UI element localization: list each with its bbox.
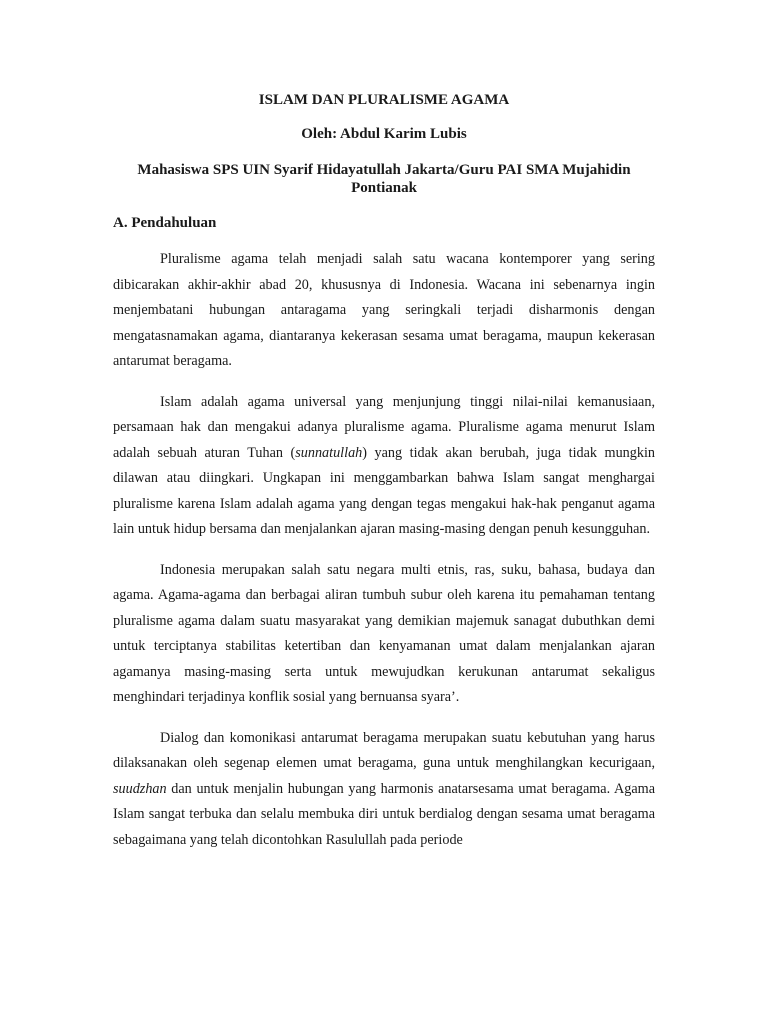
paragraph-2 xyxy=(113,390,655,543)
paragraph-4 xyxy=(113,726,655,854)
paragraph-2-italic-term: sunnatullah xyxy=(295,444,363,461)
paragraph-4-text-b: dan untuk menjalin hubungan yang harmonis anatarsesama umat beragama. Agama Islam sangat terbuka dan selalu membuka diri untuk berdialog dengan sesama umat beragama sebagaimana yang telah dicontohkan Rasulullah pada periode xyxy=(113,780,655,848)
paragraph-2-text-b: ) yang tidak akan berubah, juga tidak mungkin dilawan atau diingkari. Ungkapan ini menggambarkan bahwa Islam sangat menghargai pluralisme karena Islam adalah agama yang dengan tegas mengakui hak-hak penganut agama lain untuk hidup bersama dan menjalankan ajaran masing-masing dengan penuh kesungguhan. xyxy=(113,444,655,537)
section-heading: A. Pendahuluan xyxy=(113,215,217,231)
document-author: Oleh: Abdul Karim Lubis xyxy=(301,126,467,142)
author-affiliation: Mahasiswa SPS UIN Syarif Hidayatullah Jakarta/Guru PAI SMA Mujahidin Pontianak xyxy=(137,162,631,196)
paragraph-4-text-a: Dialog dan komonikasi antarumat beragama merupakan suatu kebutuhan yang harus dilaksanakan oleh segenap elemen umat beragama, guna untuk menghilangkan kecurigaan, xyxy=(113,729,655,771)
paragraph-3: Indonesia merupakan salah satu negara multi etnis, ras, suku, bahasa, budaya dan agama. Agama-agama dan berbagai aliran tumbuh subur oleh karena itu pemahaman tentang pluralisme agama dalam suatu masyarakat yang demikian majemuk sanagat dubuthkan demi untuk terciptanya stabilitas ketertiban dan kenyamanan umat dalam menjalankan ajaran agamanya masing-masing serta untuk mewujudkan kerukunan antarumat sekaligus menghindari terjadinya konflik sosial yang bernuansa syara’. xyxy=(113,561,655,705)
document-title: ISLAM DAN PLURALISME AGAMA xyxy=(258,92,510,108)
paragraph-2-text-a: Islam adalah agama universal yang menjunjung tinggi nilai-nilai kemanusiaan, persamaan hak dan mengakui adanya pluralisme agama. Pluralisme agama menurut Islam adalah sebuah aturan Tuhan ( xyxy=(113,393,655,461)
paragraph-4-italic-term: suudzhan xyxy=(113,780,167,797)
paragraph-1: Pluralisme agama telah menjadi salah satu wacana kontemporer yang sering dibicarakan akhir-akhir abad 20, khususnya di Indonesia. Wacana ini sebenarnya ingin menjembatani hubungan antaragama yang seringkali terjadi disharmonis dengan mengatasnamakan agama, diantaranya kekerasan sesama umat beragama, maupun kekerasan antarumat beragama. xyxy=(113,251,655,369)
